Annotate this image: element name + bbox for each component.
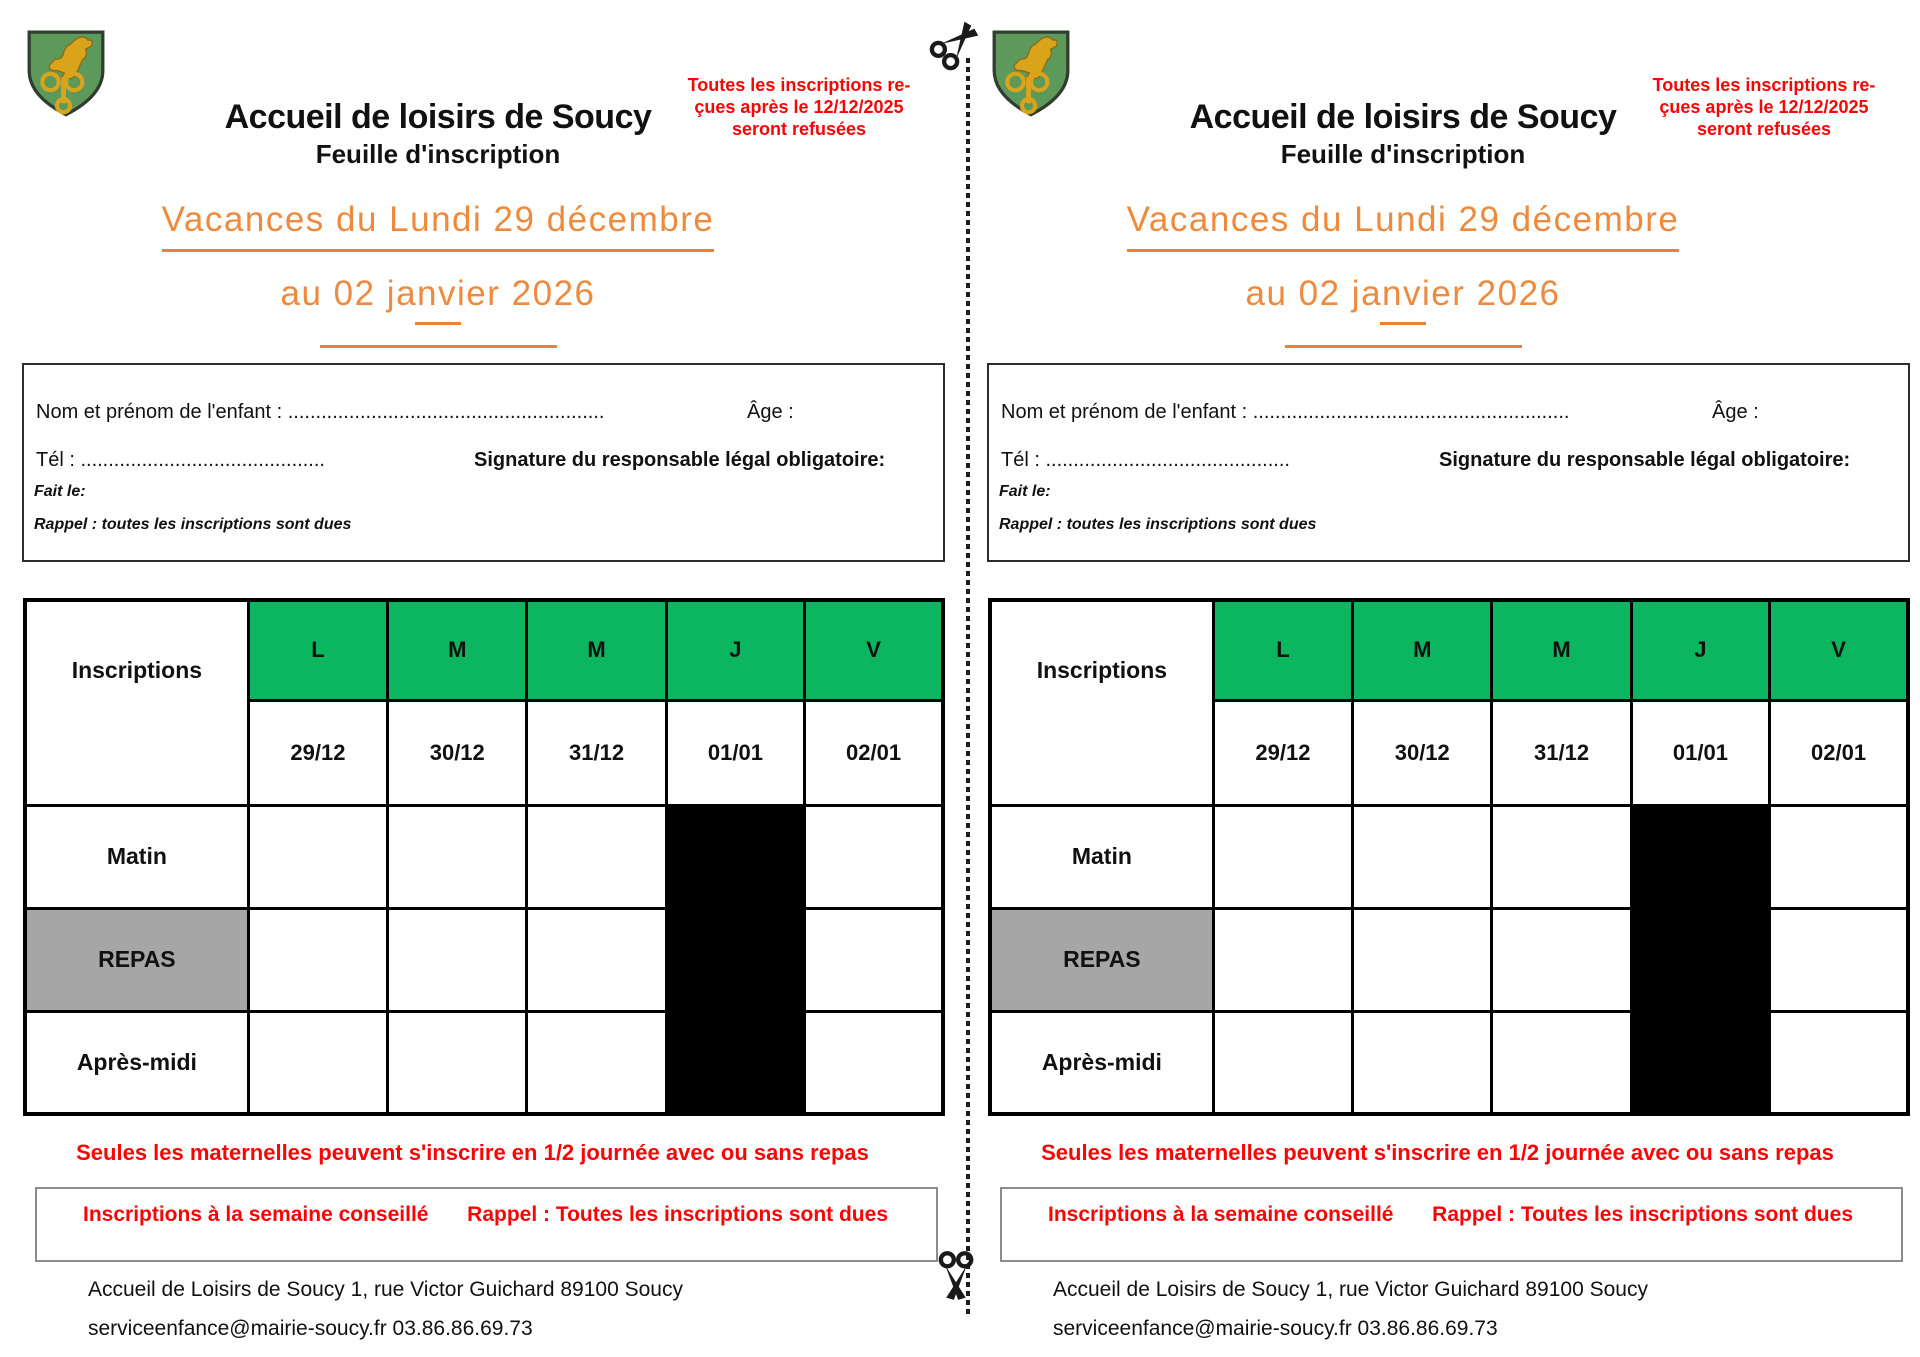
date-cell: 02/01 [1770,700,1908,805]
tel-label: Tél : [1001,449,1046,471]
name-label: Nom et prénom de l'enfant : [1001,401,1253,423]
name-dotted-line: ......................................................... [1252,401,1570,423]
checkbox-cell[interactable] [1770,908,1908,1011]
day-letter-cell: V [1770,600,1908,700]
closed-day-cell [666,908,804,1011]
date-done-label: Fait le: [34,483,86,500]
footer-contact: serviceenfance@mairie-soucy.fr 03.86.86.69.73 [1053,1317,1498,1340]
half-day-warning: Seules les maternelles peuvent s'inscrire en 1/2 journée avec ou sans repas [1041,1140,1834,1165]
day-letter-cell: L [248,600,387,700]
checkbox-cell[interactable] [1213,1011,1352,1114]
day-letter-cell: M [388,600,527,700]
page-subtitle: Feuille d'inscription [1280,139,1526,169]
row-label-apres-midi: Après-midi [25,1011,248,1114]
checkbox-cell[interactable] [1770,805,1908,908]
page-title: Accueil de loisirs de Soucy [1189,98,1617,136]
checkbox-cell[interactable] [1213,805,1352,908]
soucy-coat-of-arms-icon [989,28,1073,118]
checkbox-cell[interactable] [248,1011,387,1114]
vacation-heading [38,200,838,314]
signature-label: Signature du responsable légal obligatoire: [1439,449,1851,471]
deadline-line: seront refusées [1696,119,1832,139]
tel-dotted-line: ............................................ [80,449,325,471]
vacation-line2: au 02 janvier 2026 [280,274,596,313]
tel-field-row [1001,449,1290,472]
row-label-repas: REPAS [25,908,248,1011]
date-cell: 30/12 [388,700,527,805]
orange-underline-long [320,345,557,348]
checkbox-cell[interactable] [1353,1011,1492,1114]
cut-dotted-line [966,58,970,1318]
header-titles [138,98,738,170]
day-letter-cell: M [1353,600,1492,700]
date-cell: 01/01 [666,700,804,805]
row-label-matin: Matin [25,805,248,908]
checkbox-cell[interactable] [1492,1011,1631,1114]
checkbox-cell[interactable] [388,1011,527,1114]
age-label: Âge : [1712,401,1759,423]
checkbox-cell[interactable] [248,908,387,1011]
vacation-line1: Vacances du Lundi 29 décembre [1127,200,1680,252]
name-label: Nom et prénom de l'enfant : [36,401,288,423]
date-done-label: Fait le: [999,483,1051,500]
dues-reminder: Rappel : Toutes les inscriptions sont dues [467,1203,888,1226]
scissors-icon [931,1250,981,1302]
table-row-days [25,600,943,700]
page-subtitle: Feuille d'inscription [315,139,561,169]
checkbox-cell[interactable] [805,908,943,1011]
checkbox-cell[interactable] [527,805,666,908]
checkbox-cell[interactable] [805,805,943,908]
vacation-line2: au 02 janvier 2026 [1245,274,1561,313]
checkbox-cell[interactable] [388,805,527,908]
table-row-days [990,600,1908,700]
name-field-row [1001,401,1569,424]
day-letter-cell: V [805,600,943,700]
closed-day-cell [1631,805,1769,908]
row-label-repas: REPAS [990,908,1213,1011]
half-day-warning: Seules les maternelles peuvent s'inscrire en 1/2 journée avec ou sans repas [76,1140,869,1165]
footer-contact: serviceenfance@mairie-soucy.fr 03.86.86.69.73 [88,1317,533,1340]
checkbox-cell[interactable] [1353,805,1492,908]
day-letter-cell: M [1492,600,1631,700]
checkbox-cell[interactable] [1353,908,1492,1011]
day-letter-cell: J [1631,600,1769,700]
soucy-coat-of-arms-icon [24,28,108,118]
checkbox-cell[interactable] [1492,908,1631,1011]
table-row-matin [25,805,943,908]
table-corner-label: Inscriptions [25,600,248,805]
day-letter-cell: M [527,600,666,700]
checkbox-cell[interactable] [248,805,387,908]
deadline-line: çues après le 12/12/2025 [694,97,904,117]
inscription-sheet-left [0,0,945,1357]
date-cell: 31/12 [527,700,666,805]
orange-underline-short [415,322,461,325]
table-row-matin [990,805,1908,908]
closed-day-cell [666,1011,804,1114]
closed-day-cell [1631,908,1769,1011]
deadline-line: Toutes les inscriptions re- [1652,75,1876,95]
deadline-notice [1630,74,1898,140]
table-row-repas [25,908,943,1011]
date-cell: 29/12 [1213,700,1352,805]
tel-dotted-line: ............................................ [1045,449,1290,471]
age-label: Âge : [747,401,794,423]
dues-note: Rappel : toutes les inscriptions sont dues [999,516,1317,533]
inscription-sheet-right [965,0,1910,1357]
date-cell: 31/12 [1492,700,1631,805]
checkbox-cell[interactable] [388,908,527,1011]
tel-label: Tél : [36,449,81,471]
row-label-apres-midi: Après-midi [990,1011,1213,1114]
closed-day-cell [666,805,804,908]
date-cell: 01/01 [1631,700,1769,805]
closed-day-cell [1631,1011,1769,1114]
week-advice: Inscriptions à la semaine conseillé [1048,1203,1394,1226]
table-corner-label: Inscriptions [990,600,1213,805]
child-info-box [22,363,945,562]
name-field-row [36,401,604,424]
vacation-line1: Vacances du Lundi 29 décembre [162,200,715,252]
footer-address: Accueil de Loisirs de Soucy 1, rue Victor Guichard 89100 Soucy [1053,1278,1648,1301]
checkbox-cell[interactable] [527,908,666,1011]
orange-underline-long [1285,345,1522,348]
day-letter-cell: L [1213,600,1352,700]
child-info-box [987,363,1910,562]
orange-underline-short [1380,322,1426,325]
date-cell: 30/12 [1353,700,1492,805]
name-dotted-line: ......................................................... [287,401,605,423]
dues-reminder: Rappel : Toutes les inscriptions sont dues [1432,1203,1853,1226]
checkbox-cell[interactable] [805,1011,943,1114]
advice-box [35,1187,938,1262]
page-title: Accueil de loisirs de Soucy [224,98,652,136]
header-titles [1103,98,1703,170]
advice-box [1000,1187,1903,1262]
checkbox-cell[interactable] [527,1011,666,1114]
checkbox-cell[interactable] [1213,908,1352,1011]
week-advice: Inscriptions à la semaine conseillé [83,1203,429,1226]
deadline-line: seront refusées [731,119,867,139]
date-cell: 29/12 [248,700,387,805]
deadline-line: çues après le 12/12/2025 [1659,97,1869,117]
table-row-apres-midi [990,1011,1908,1114]
checkbox-cell[interactable] [1492,805,1631,908]
tel-field-row [36,449,325,472]
footer-address: Accueil de Loisirs de Soucy 1, rue Victor Guichard 89100 Soucy [88,1278,683,1301]
row-label-matin: Matin [990,805,1213,908]
signature-label: Signature du responsable légal obligatoire: [474,449,886,471]
table-row-apres-midi [25,1011,943,1114]
day-letter-cell: J [666,600,804,700]
inscription-table [988,598,1910,1116]
date-cell: 02/01 [805,700,943,805]
inscription-table [23,598,945,1116]
dues-note: Rappel : toutes les inscriptions sont dues [34,516,352,533]
vacation-heading [1003,200,1803,314]
checkbox-cell[interactable] [1770,1011,1908,1114]
deadline-line: Toutes les inscriptions re- [687,75,911,95]
table-row-repas [990,908,1908,1011]
deadline-notice [665,74,933,140]
